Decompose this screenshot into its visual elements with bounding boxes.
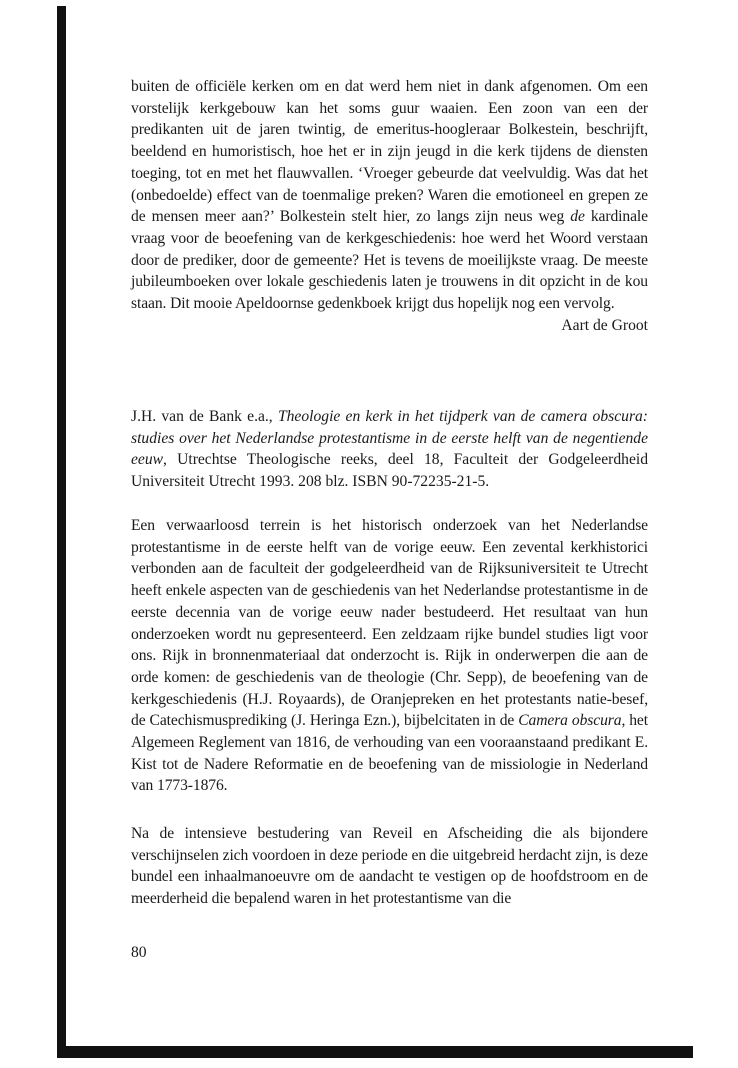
camera-obscura-title: Camera obscura: [518, 712, 622, 730]
page-number: 80: [131, 944, 147, 961]
emphasis-text: de: [570, 208, 585, 226]
reviewer-signature: Aart de Groot: [561, 316, 648, 334]
scan-border-left: [57, 6, 66, 1058]
previous-review-paragraph: buiten de officiële kerken om en dat werd hem niet in dank afgenomen. Om een vorstelijk kerkgebouw kan het soms guur waaien. Een zoon van een der predikanten uit de jaren twintig, de emeritus-hoogleraar Bolkestein, beschrijft, beeldend en humoristisch, hoe het er in zijn jeugd in die kerk tijdens de diensten toeging, tot en met het flauwvallen. ‘Vroeger gebeurde dat veelvuldig. Was dat het (onbedoelde) effect van de toenmalige preken? Waren die emotioneel en grepen ze de mensen meer aan?’ Bolkestein stelt hier, zo langs zijn neus weg de kardinale vraag voor de beoefening van de kerkgeschiedenis: hoe werd het Woord verstaan door de prediker, door de gemeente? Het is tevens de moeilijkste vraag. De meeste jubileumboeken over lokale geschiedenis laten je trouwens in dit opzicht in de kou staan. Dit mooie Apeldoornse gedenkboek krijgt dus hopelijk nog een vervolg.: [131, 78, 648, 313]
scan-border-bottom: [57, 1046, 693, 1058]
book-citation: [131, 406, 648, 493]
book-authors: J.H. van de Bank e.a.,: [131, 408, 273, 425]
review-paragraph-1: Een verwaarloosd terrein is het historisch onderzoek van het Nederlandse protestantisme in de eerste helft van de vorige eeuw. Een zevental kerkhistorici verbonden aan de faculteit der godgeleerdheid van de Rijksuniversiteit te Utrecht heeft enkele aspecten van de geschiedenis van het Nederlandse protestantisme in de eerste decennia van de vorige eeuw nader bestudeerd. Het resultaat van hun onderzoeken wordt nu gepresenteerd. Een zeldzaam rijke bundel studies ligt voor ons. Rijk in bronnenmateriaal dat onderzocht is. Rijk in onderwerpen die aan de orde komen: de geschiedenis van de theologie (Chr. Sepp), de beoefening van de kerkgeschiedenis (H.J. Royaards), de Oranjepreken en het protestants natie-besef, de Catechismusprediking (J. Heringa Ezn.), bijbelcitaten in de Camera obscura, het Algemeen Reglement van 1816, de verhouding van een vooraanstaand predikant E. Kist tot de Nadere Reformatie en de beoefening van de missiologie in Nederland van 1773-1876.: [131, 517, 648, 795]
review-paragraph-2: Na de intensieve bestudering van Reveil en Afscheiding die als bijondere verschijnselen zich voordoen in deze periode en die uitgebreid herdacht zijn, is deze bundel een inhaalmanoeuvre om de aandacht te vestigen op de hoofdstroom en de meerderheid die bepalend waren in het protestantisme van die: [131, 825, 648, 908]
page-content: [131, 76, 648, 908]
book-title: Theologie en kerk in het tijdperk van de camera obscura: studies over het Nederlandse protestantisme in de eerste helft van de negentiende eeuw: [131, 408, 648, 469]
book-publication: , Utrechtse Theologische reeks, deel 18, Faculteit der Godgeleerdheid Universiteit Utrecht 1993. 208 blz. ISBN 90-72235-21-5.: [131, 451, 648, 491]
